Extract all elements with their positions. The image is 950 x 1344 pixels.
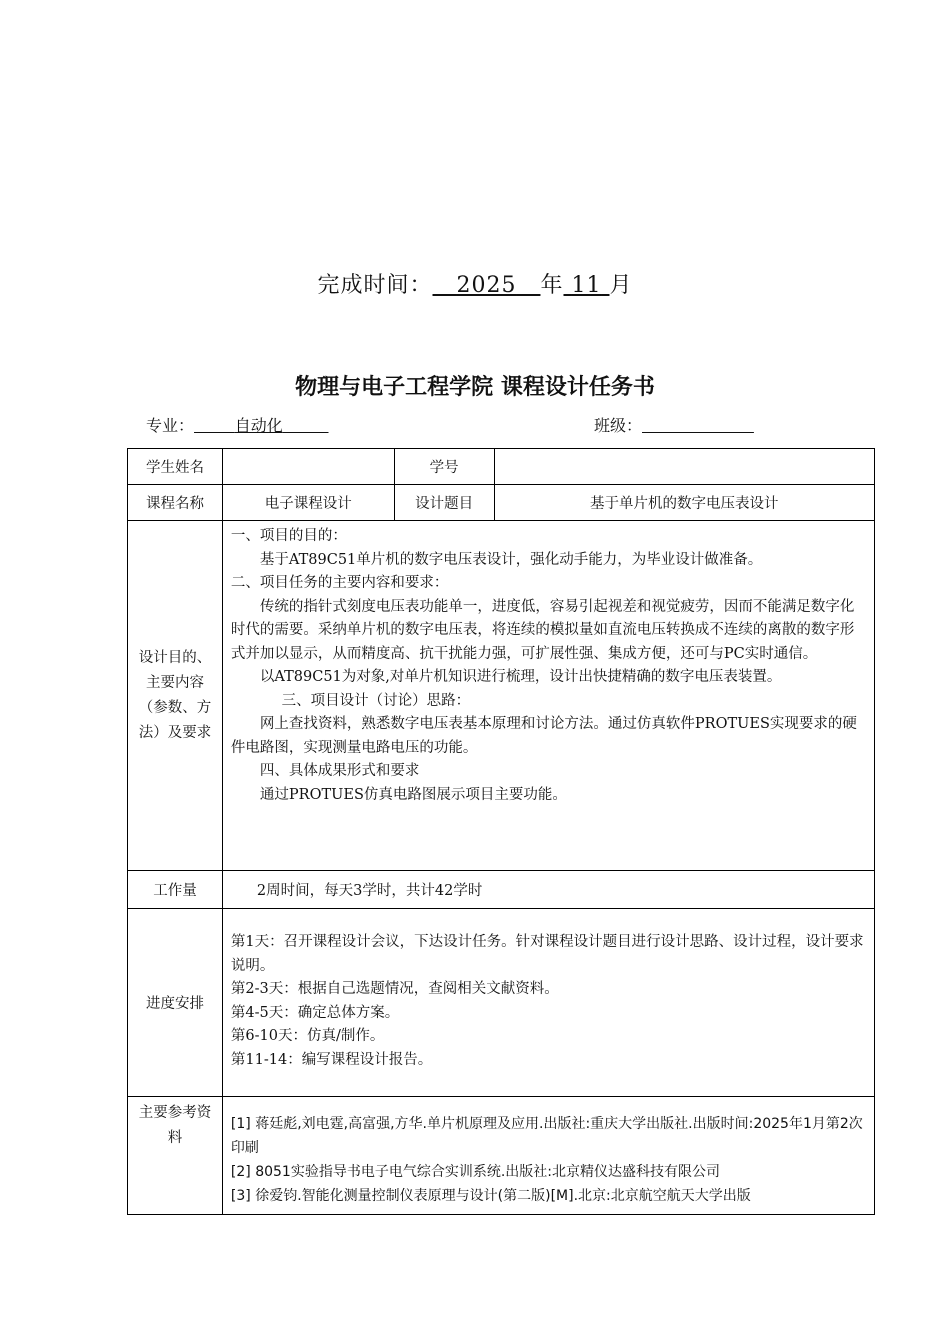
page-title: 物理与电子工程学院 课程设计任务书 <box>295 374 655 400</box>
topic-label: 设计题目 <box>394 485 494 521</box>
purpose-line: 基于AT89C51单片机的数字电压表设计，强化动手能力，为毕业设计做准备。 <box>259 551 763 568</box>
student-id-label: 学号 <box>394 449 494 485</box>
ref-item: [2] 8051实验指导书电子电气综合实训系统.出版社:北京精仪达盛科技有限公司 <box>230 1164 720 1180</box>
major-value: 自动化 <box>234 416 283 435</box>
completion-label: 完成时间： <box>317 273 433 298</box>
workload-label: 工作量 <box>128 871 223 909</box>
schedule-line: 第2-3天：根据自己选题情况，查阅相关文献资料。 <box>230 981 559 997</box>
purpose-label: 设计目的、主要内容（参数、方法）及要求 <box>128 521 223 871</box>
purpose-line: 四、具体成果形式和要求 <box>259 763 420 779</box>
schedule-content <box>222 909 874 1097</box>
major-field <box>146 413 329 436</box>
month-unit: 月 <box>609 273 633 298</box>
year-unit: 年 <box>540 273 564 298</box>
class-field <box>594 413 754 436</box>
purpose-content <box>222 521 874 871</box>
purpose-line: 传统的指针式刻度电压表功能单一，进度低，容易引起视差和视觉疲劳，因而不能满足数字化时代的需要。采纳单片机的数字电压表，将连续的模拟量如直流电压转换成不连续的离散的数字形式并加以显示，从而精度高、抗干扰能力强，可扩展性强、集成方便，还可与PC实时通信。 <box>230 598 855 662</box>
table-row <box>128 485 875 521</box>
table-row <box>128 449 875 485</box>
purpose-line: 通过PROTUES仿真电路图展示项目主要功能。 <box>259 786 567 803</box>
schedule-label: 进度安排 <box>128 909 223 1097</box>
student-id-value <box>494 449 874 485</box>
schedule-line: 第11-14：编写课程设计报告。 <box>230 1051 433 1068</box>
student-name-value <box>222 449 394 485</box>
student-name-label: 学生姓名 <box>128 449 223 485</box>
table-row <box>128 909 875 1097</box>
table-row <box>128 1097 875 1215</box>
purpose-line: 网上查找资料，熟悉数字电压表基本原理和讨论方法。通过仿真软件PROTUES实现要求的硬件电路图，实现测量电路电压的功能。 <box>230 716 857 756</box>
completion-year: 2025 <box>456 273 517 298</box>
topic-value: 基于单片机的数字电压表设计 <box>494 485 874 521</box>
course-label: 课程名称 <box>128 485 223 521</box>
table-row <box>128 871 875 909</box>
ref-item: [1] 蒋廷彪,刘电霆,高富强,方华.单片机原理及应用.出版社:重庆大学出版社.出版时间:2025年1月第2次印刷 <box>230 1116 863 1156</box>
task-table <box>127 448 875 1215</box>
completion-month: 11 <box>571 273 602 298</box>
completion-time <box>0 268 950 299</box>
purpose-line: 以AT89C51为对象,对单片机知识进行梳理，设计出快捷精确的数字电压表装置。 <box>259 669 782 685</box>
purpose-line: 二、项目任务的主要内容和要求： <box>230 575 449 591</box>
refs-content <box>222 1097 874 1215</box>
schedule-line: 第6-10天：仿真/制作。 <box>230 1028 385 1044</box>
purpose-line: 三、项目设计（讨论）思路： <box>281 692 471 709</box>
refs-label: 主要参考资料 <box>128 1097 223 1215</box>
ref-item: [3] 徐爱钧.智能化测量控制仪表原理与设计(第二版)[M].北京:北京航空航天大学出版 <box>230 1188 751 1204</box>
course-value: 电子课程设计 <box>222 485 394 521</box>
table-row <box>128 521 875 871</box>
schedule-line: 第1天：召开课程设计会议，下达设计任务。针对课程设计题目进行设计思路、设计过程，设计要求说明。 <box>230 934 864 974</box>
major-label: 专业： <box>146 416 195 435</box>
workload-value: 2周时间，每天3学时，共计42学时 <box>222 871 874 909</box>
class-label: 班级： <box>594 416 643 435</box>
class-value <box>642 416 754 435</box>
schedule-line: 第4-5天：确定总体方案。 <box>230 1004 400 1021</box>
purpose-line: 一、项目的目的： <box>230 528 347 544</box>
